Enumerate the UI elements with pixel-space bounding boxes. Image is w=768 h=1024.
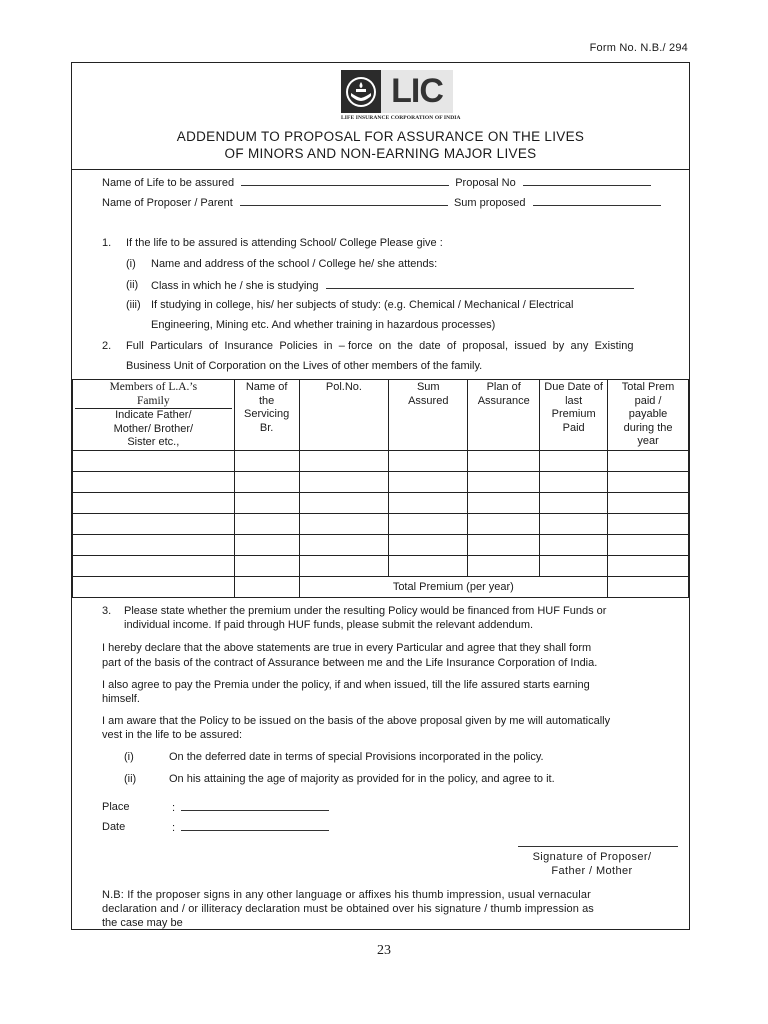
- question-1-number: 1.: [102, 237, 112, 249]
- table-cell[interactable]: [389, 450, 468, 471]
- table-cell[interactable]: [234, 492, 299, 513]
- form-title: [72, 128, 689, 162]
- table-cell: [73, 576, 235, 597]
- declaration-1-line-1: I hereby declare that the above statements are true in every Particular and agree that they shall form: [102, 642, 592, 654]
- table-cell[interactable]: [608, 534, 689, 555]
- form-header: [72, 63, 689, 170]
- table-row: [73, 450, 689, 471]
- table-cell[interactable]: [389, 534, 468, 555]
- question-2-number: 2.: [102, 340, 112, 352]
- table-cell[interactable]: [73, 555, 235, 576]
- class-studying-input[interactable]: [326, 279, 634, 289]
- table-cell[interactable]: [540, 513, 608, 534]
- total-premium-label: Total Premium (per year): [299, 576, 608, 597]
- table-cell: [234, 576, 299, 597]
- table-row: [73, 555, 689, 576]
- table-row: [73, 492, 689, 513]
- question-1-sub-3: [126, 299, 574, 311]
- table-cell[interactable]: [389, 492, 468, 513]
- proposer-input[interactable]: [240, 196, 448, 206]
- question-1-sub-1: [126, 258, 438, 270]
- declaration-1-line-2: part of the basis of the contract of Assurance between me and the Life Insurance Corporation of India.: [102, 657, 598, 669]
- table-cell[interactable]: [468, 471, 540, 492]
- table-row: [73, 534, 689, 555]
- place-row: [102, 801, 176, 814]
- col-due-date: Due Date of last Premium Paid: [540, 380, 608, 451]
- sub-1-text: Name and address of the school / College he/ she attends:: [151, 258, 438, 270]
- table-cell[interactable]: [468, 555, 540, 576]
- table-cell[interactable]: [608, 492, 689, 513]
- note-line-3: the case may be: [102, 917, 183, 929]
- date-field: [172, 821, 329, 834]
- question-1-sub-2: [126, 279, 319, 292]
- declaration-2-line-2: himself.: [102, 693, 140, 705]
- table-cell[interactable]: [389, 471, 468, 492]
- vesting-item-1-text: On the deferred date in terms of special Provisions incorporated in the policy.: [169, 751, 544, 763]
- page-number: 23: [377, 943, 391, 958]
- sum-proposed-label: Sum proposed: [453, 197, 526, 209]
- life-assured-input[interactable]: [241, 176, 449, 186]
- declaration-3-line-1: I am aware that the Policy to be issued on the basis of the above proposal given by me will automatically: [102, 715, 611, 727]
- question-1: [102, 237, 443, 249]
- question-1-sub-3-continued: Engineering, Mining etc. And whether training in hazardous processes): [151, 319, 496, 331]
- sub-2-content: [151, 279, 634, 292]
- note-line-2: declaration and / or illiteracy declaration must be obtained over his signature / thumb impression as: [102, 903, 594, 915]
- table-cell[interactable]: [299, 492, 389, 513]
- signature-caption-line-1: Signature of Proposer/: [532, 851, 652, 863]
- table-cell[interactable]: [234, 513, 299, 534]
- lic-logo-subtitle: LIFE INSURANCE CORPORATION OF INDIA: [341, 115, 461, 121]
- table-cell[interactable]: [299, 534, 389, 555]
- date-colon: :: [172, 822, 176, 834]
- proposer-row: [102, 196, 661, 209]
- col-plan: Plan of Assurance: [468, 380, 540, 451]
- table-cell[interactable]: [73, 450, 235, 471]
- total-premium-row: [73, 576, 689, 597]
- table-cell[interactable]: [389, 513, 468, 534]
- table-cell[interactable]: [389, 555, 468, 576]
- col-members-title: Members of L.A.’s: [109, 381, 198, 393]
- table-cell[interactable]: [234, 471, 299, 492]
- question-3-number: 3.: [102, 605, 112, 617]
- table-cell[interactable]: [299, 471, 389, 492]
- declaration-2-line-1: I also agree to pay the Premia under the policy, if and when issued, till the life assured starts earning: [102, 679, 590, 691]
- place-colon: :: [172, 802, 176, 814]
- form-frame: [71, 62, 690, 930]
- sub-3-text: If studying in college, his/ her subjects of study: (e.g. Chemical / Mechanical / Electrical: [151, 299, 574, 311]
- table-cell[interactable]: [73, 492, 235, 513]
- signature-caption: [492, 850, 692, 878]
- sub-1-number: (i): [126, 258, 136, 270]
- signature-line[interactable]: [518, 837, 678, 847]
- col-pol-no: Pol.No.: [299, 380, 389, 451]
- lic-brand-text: LIC: [381, 70, 453, 113]
- policies-table: [72, 379, 689, 598]
- lamp-hands-emblem-icon: [341, 70, 381, 113]
- table-cell[interactable]: [608, 513, 689, 534]
- col-members-family: Family: [75, 395, 232, 410]
- table-cell[interactable]: [73, 471, 235, 492]
- sub-2-text: Class in which he / she is studying: [151, 280, 319, 292]
- table-cell[interactable]: [540, 492, 608, 513]
- place-input[interactable]: [181, 801, 329, 811]
- table-cell[interactable]: [73, 513, 235, 534]
- question-3-line-2: individual income. If paid through HUF funds, please submit the relevant addendum.: [124, 619, 534, 631]
- life-assured-label: Name of Life to be assured: [102, 177, 235, 189]
- vesting-item-1: [124, 751, 544, 763]
- proposal-no-label: Proposal No: [455, 177, 516, 189]
- note-line-1: N.B: If the proposer signs in any other language or affixes his thumb impression, usual vernacular: [102, 889, 591, 901]
- question-2-line-2: Business Unit of Corporation on the Lives of other members of the family.: [126, 360, 483, 372]
- col-servicing-branch: Name of the Servicing Br.: [234, 380, 299, 451]
- col-members-note: Indicate Father/ Mother/ Brother/ Sister etc.,: [113, 409, 194, 448]
- table-cell[interactable]: [540, 450, 608, 471]
- table-cell[interactable]: [540, 534, 608, 555]
- signature-caption-line-2: Father / Mother: [551, 865, 633, 877]
- vesting-item-2-number: (ii): [124, 773, 137, 785]
- place-label: Place: [102, 801, 130, 813]
- proposer-label: Name of Proposer / Parent: [102, 197, 233, 209]
- table-cell[interactable]: [234, 555, 299, 576]
- table-cell[interactable]: [468, 492, 540, 513]
- table-cell[interactable]: [299, 513, 389, 534]
- vesting-item-2-text: On his attaining the age of majority as provided for in the policy, and agree to it.: [169, 773, 555, 785]
- question-3: [102, 605, 607, 617]
- table-cell[interactable]: [73, 534, 235, 555]
- table-cell[interactable]: [234, 450, 299, 471]
- table-row: [73, 513, 689, 534]
- table-cell[interactable]: [608, 555, 689, 576]
- question-3-line-1: Please state whether the premium under the resulting Policy would be financed from HUF Funds or: [124, 605, 607, 617]
- question-2: [102, 340, 634, 352]
- proposal-no-input[interactable]: [523, 176, 651, 186]
- table-row: [73, 471, 689, 492]
- policies-table-header: [73, 380, 689, 451]
- place-field: [172, 801, 329, 814]
- vesting-item-1-number: (i): [124, 751, 134, 763]
- form-number: Form No. N.B./ 294: [589, 42, 688, 54]
- col-sum-assured: Sum Assured: [389, 380, 468, 451]
- table-cell[interactable]: [299, 450, 389, 471]
- total-premium-value-cell[interactable]: [608, 576, 689, 597]
- sub-2-number: (ii): [126, 279, 139, 291]
- declaration-3-line-2: vest in the life to be assured:: [102, 729, 243, 741]
- lic-logo: [341, 70, 453, 113]
- date-input[interactable]: [181, 821, 329, 831]
- date-row: [102, 821, 176, 834]
- table-cell[interactable]: [468, 450, 540, 471]
- sum-proposed-input[interactable]: [533, 196, 661, 206]
- form-title-line-1: ADDENDUM TO PROPOSAL FOR ASSURANCE ON THE LIVES: [176, 129, 585, 144]
- table-cell[interactable]: [608, 471, 689, 492]
- life-assured-row: [102, 176, 651, 189]
- table-cell[interactable]: [608, 450, 689, 471]
- question-1-text: If the life to be assured is attending School/ College Please give :: [126, 237, 443, 249]
- question-2-line-1: Full Particulars of Insurance Policies in – force on the date of proposal, issued by any Existing: [126, 340, 634, 352]
- table-cell[interactable]: [299, 555, 389, 576]
- vesting-item-2: [124, 773, 555, 785]
- date-label: Date: [102, 821, 126, 833]
- table-cell[interactable]: [468, 534, 540, 555]
- col-members: [73, 380, 235, 451]
- sub-3-number: (iii): [126, 299, 141, 311]
- col-total-prem: Total Prem paid / payable during the year: [608, 380, 689, 451]
- table-cell[interactable]: [468, 513, 540, 534]
- form-title-line-2: OF MINORS AND NON-EARNING MAJOR LIVES: [224, 146, 537, 161]
- table-cell[interactable]: [540, 555, 608, 576]
- table-cell[interactable]: [540, 471, 608, 492]
- table-cell[interactable]: [234, 534, 299, 555]
